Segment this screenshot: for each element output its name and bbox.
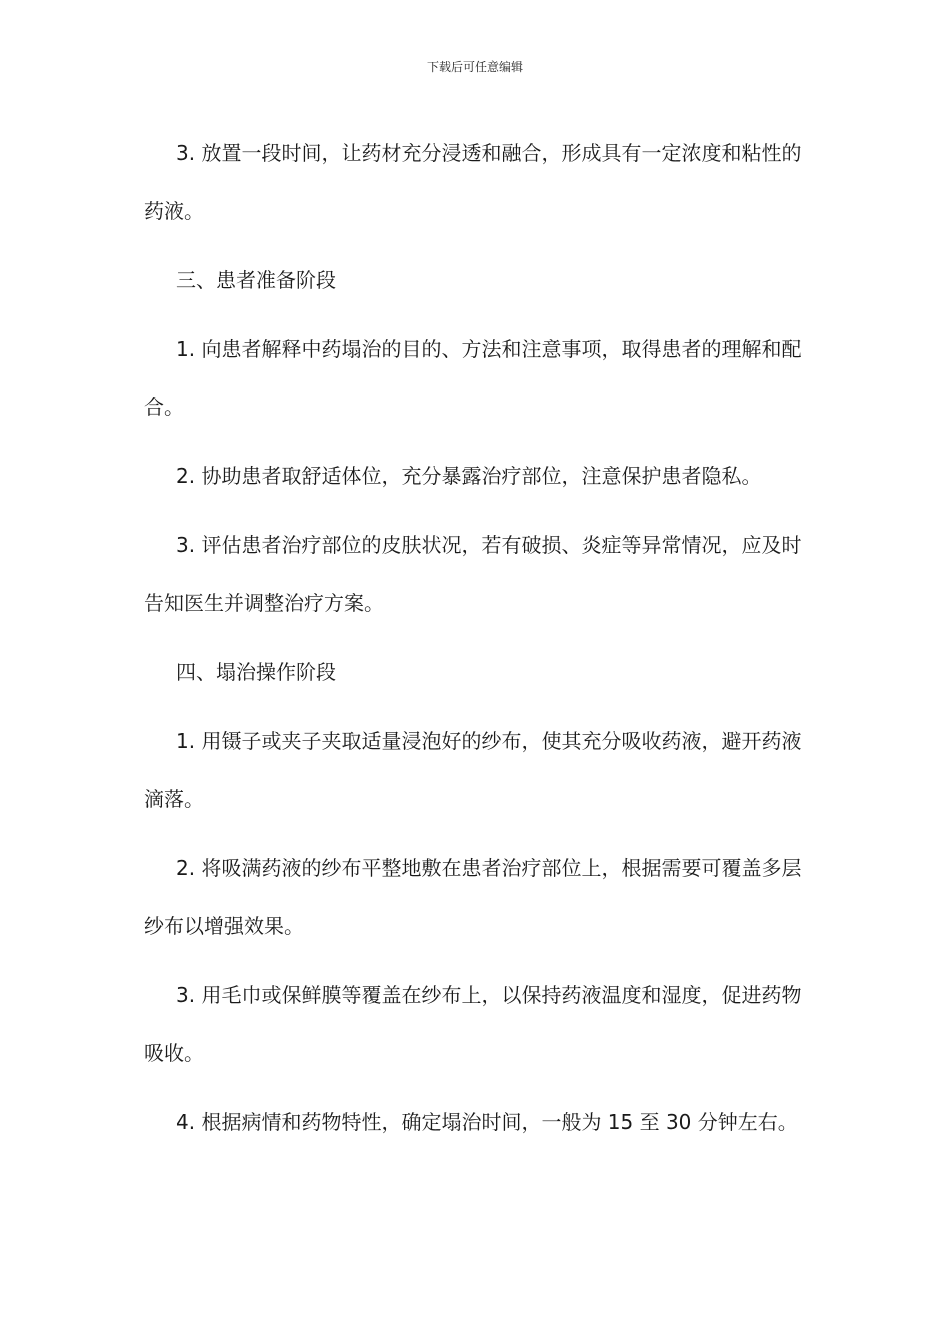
paragraph-apply-gauze: 2. 将吸满药液的纱布平整地敷在患者治疗部位上，根据需要可覆盖多层纱布以增强效果。 bbox=[144, 856, 802, 938]
paragraph-step-3-soak: 3. 放置一段时间，让药材充分浸透和融合，形成具有一定浓度和粘性的药液。 bbox=[144, 141, 802, 223]
paragraph-cover-gauze: 3. 用毛巾或保鲜膜等覆盖在纱布上，以保持药液温度和湿度，促进药物吸收。 bbox=[144, 983, 802, 1065]
paragraph-treatment-time: 4. 根据病情和药物特性，确定塌治时间，一般为 15 至 30 分钟左右。 bbox=[176, 1110, 798, 1134]
paragraph-assist-position: 2. 协助患者取舒适体位，充分暴露治疗部位，注意保护患者隐私。 bbox=[176, 464, 762, 488]
section-heading-patient-preparation: 三、患者准备阶段 bbox=[176, 268, 336, 292]
paragraph-take-gauze: 1. 用镊子或夹子夹取适量浸泡好的纱布，使其充分吸收药液，避开药液滴落。 bbox=[144, 729, 802, 811]
page-header: 下载后可任意编辑 bbox=[426, 60, 523, 74]
document-body bbox=[144, 124, 806, 1162]
paragraph-explain-to-patient: 1. 向患者解释中药塌治的目的、方法和注意事项，取得患者的理解和配合。 bbox=[144, 337, 802, 419]
paragraph-assess-skin: 3. 评估患者治疗部位的皮肤状况，若有破损、炎症等异常情况，应及时告知医生并调整治疗方案。 bbox=[144, 533, 802, 615]
section-heading-operation: 四、塌治操作阶段 bbox=[176, 660, 336, 684]
